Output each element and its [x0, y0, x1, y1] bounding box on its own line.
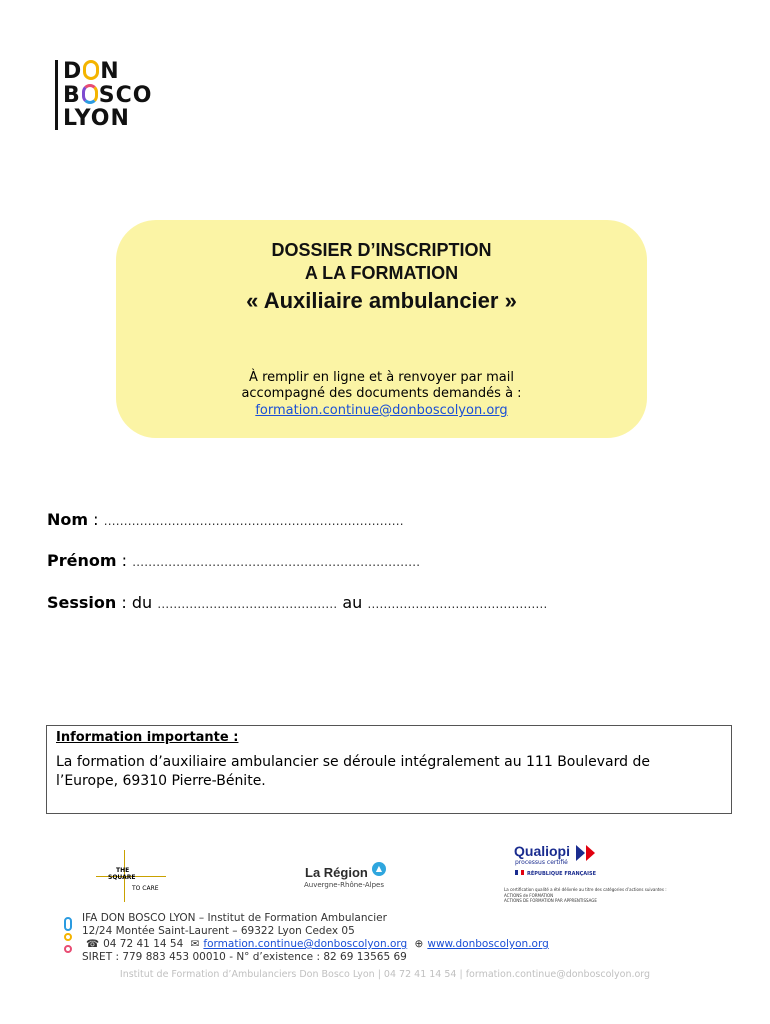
logo-letter: N: [100, 59, 120, 84]
footer-siret: SIRET : 779 883 453 00010 - N° d’existence : 82 69 13565 69: [82, 951, 407, 963]
footer-phone: 04 72 41 14 54: [103, 938, 184, 950]
republique-text: RÉPUBLIQUE FRANÇAISE: [527, 871, 597, 877]
certification-line-1: La certification qualité a été délivrée au titre des catégories d’actions suivantes :: [504, 887, 667, 892]
session-end-dots[interactable]: ………………………………………: [367, 597, 548, 611]
french-flag-icon: [515, 870, 524, 875]
formation-title: « Auxiliaire ambulancier »: [246, 288, 517, 313]
mini-logo-ring: [64, 945, 72, 953]
logo-ring-o-icon: [82, 84, 98, 104]
title-line-2: A LA FORMATION: [304, 263, 459, 283]
qualiopi-subtitle: processus certifié: [515, 859, 568, 866]
logo-row-1: [63, 60, 120, 83]
nom-input-dots[interactable]: …………………………………………………………………: [103, 514, 404, 528]
instruction-line-1: À remplir en ligne et à renvoyer par mail: [249, 370, 514, 385]
region-mountain-icon: ▲: [372, 862, 386, 876]
square-word-3: TO CARE: [132, 885, 159, 892]
nom-field[interactable]: [47, 510, 404, 529]
logo-ring-o-icon: [83, 60, 99, 80]
region-subtitle: Auvergne-Rhône-Alpes: [304, 881, 384, 889]
qualiopi-logo: [502, 840, 732, 910]
qualiopi-name: Qualiopi: [514, 843, 570, 859]
prenom-separator: :: [116, 551, 133, 570]
web-icon: ⊕: [414, 938, 424, 950]
title-box: [116, 220, 647, 438]
footer-address: 12/24 Montée Saint-Laurent – 69322 Lyon Cedex 05: [82, 925, 355, 937]
session-field[interactable]: [47, 593, 547, 612]
footer-email-link[interactable]: formation.continue@donboscolyon.org: [203, 938, 408, 950]
logo-letters: SCO: [98, 83, 153, 108]
instruction-line-2: accompagné des documents demandés à :: [241, 386, 522, 401]
square-word-2: SQUARE: [108, 874, 136, 881]
important-info-box: [46, 725, 732, 814]
footer-institute-name: IFA DON BOSCO LYON – Institut de Formation Ambulancier: [82, 912, 387, 924]
mini-logo-ring: [64, 933, 72, 941]
qualiopi-arrow-red-icon: [586, 845, 595, 861]
mini-logo-ring: [64, 917, 72, 931]
info-title: Information importante :: [56, 730, 239, 745]
nom-separator: :: [88, 510, 104, 529]
republique-francaise: [515, 870, 596, 877]
prenom-input-dots[interactable]: ………………………………………………………………: [132, 555, 421, 569]
logo-bar: [55, 60, 58, 130]
logo-row-2: [63, 84, 152, 107]
mail-icon: ✉: [190, 938, 200, 950]
square-to-care-logo: [96, 850, 166, 902]
logo-letter: B: [63, 83, 81, 108]
region-name: La Région: [305, 865, 368, 880]
info-text: La formation d’auxiliaire ambulancier se déroule intégralement au 111 Boulevard de l’Europe, 69310 Pierre-Bénite.: [56, 754, 650, 789]
square-word-1: THE: [116, 867, 130, 874]
session-from-label: : du: [116, 593, 158, 612]
region-logo: [302, 862, 412, 892]
certification-line-2: ACTIONS de FORMATION: [504, 893, 554, 898]
logo-row-3: LYON: [63, 106, 130, 131]
footer-mini-logo: [63, 917, 73, 957]
title-line-1: DOSSIER D’INSCRIPTION: [271, 240, 492, 260]
certification-line-3: ACTIONS DE FORMATION PAR APPRENTISSAGE: [504, 898, 597, 903]
session-to-label: au: [337, 593, 368, 612]
logo-letter: D: [63, 59, 83, 84]
email-link[interactable]: formation.continue@donboscolyon.org: [255, 403, 508, 418]
footer-website-link[interactable]: www.donboscolyon.org: [427, 938, 549, 950]
session-label: Session: [47, 593, 117, 612]
footer-contact-line: [82, 938, 549, 950]
session-start-dots[interactable]: ………………………………………: [157, 597, 338, 611]
phone-icon: ☎: [86, 938, 100, 950]
page-footer-text: Institut de Formation d’Ambulanciers Don Bosco Lyon | 04 72 41 14 54 | formation.continue@donboscolyon.org: [119, 969, 651, 980]
prenom-label: Prénom: [47, 551, 117, 570]
nom-label: Nom: [47, 510, 89, 529]
qualiopi-arrow-blue-icon: [576, 845, 585, 861]
prenom-field[interactable]: [47, 551, 420, 570]
don-bosco-logo: [48, 48, 184, 142]
